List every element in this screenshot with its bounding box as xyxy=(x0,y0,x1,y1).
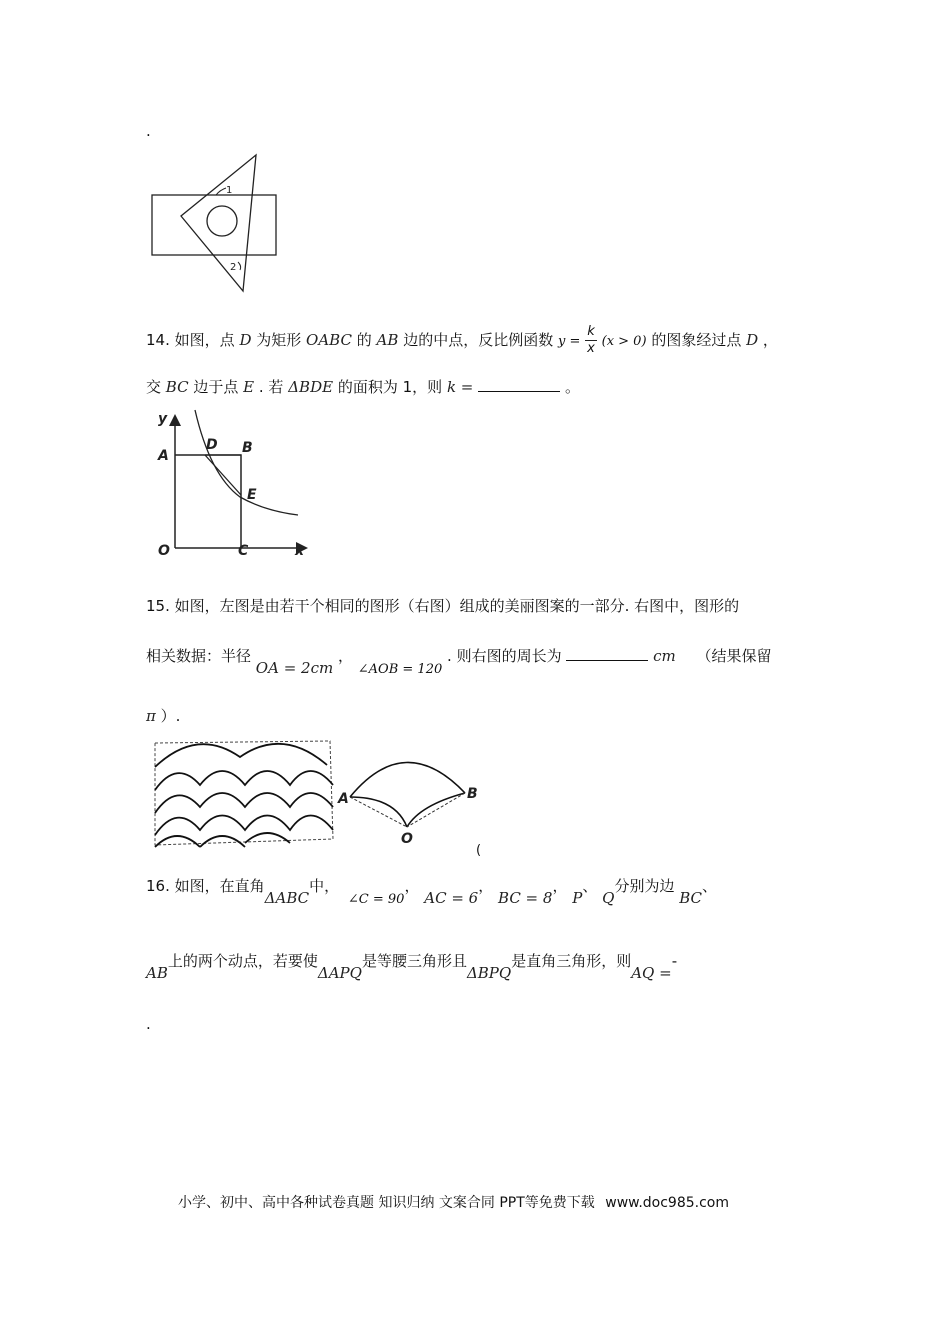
q16-end-dot: . xyxy=(146,1015,151,1033)
q14-end: 。 xyxy=(564,378,580,396)
q16-aq-equals: AQ = xyxy=(631,964,672,982)
q14-point-d2: D xyxy=(746,331,759,349)
q16-text: 如图，在直角 xyxy=(174,877,265,895)
q16-sep: 、 xyxy=(582,877,598,895)
q16-side-ab: AB xyxy=(146,964,168,982)
q14-side-bc: BC xyxy=(165,378,189,396)
q14-y-equals: y = xyxy=(557,334,581,349)
q16-number: 16. xyxy=(146,877,170,895)
q14-label-x: x xyxy=(295,543,305,559)
q15-text: 如图，左图是由若干个相同的图形（右图）组成的美丽图案的一部分. 右图中，图形的 xyxy=(174,597,740,615)
q14-point-d: D xyxy=(239,331,252,349)
q16-sep: ， xyxy=(404,877,420,895)
q16-side-bc: BC xyxy=(679,889,703,907)
q15-stray-paren: ( xyxy=(476,843,482,858)
q14-label-e: E xyxy=(247,487,257,503)
q15-text: （结果保留 xyxy=(696,647,772,665)
svg-text:2: 2 xyxy=(230,262,237,273)
q15-unit: cm xyxy=(653,647,676,665)
q14-number: 14. xyxy=(146,331,170,349)
q14-label-y: y xyxy=(158,411,168,427)
q16-sep: ， xyxy=(478,877,494,895)
q16-text: 中， xyxy=(309,877,340,895)
q16-sep: 、 xyxy=(702,877,718,895)
q16-text: 是等腰三角形且 xyxy=(361,952,467,970)
q13-triangle xyxy=(181,155,256,291)
q14-frac-x: x xyxy=(587,341,595,356)
q14-label-c: C xyxy=(238,543,249,559)
q15-pi: π xyxy=(146,707,156,725)
q13-circle xyxy=(207,206,237,236)
q14-rect-oabc: OABC xyxy=(306,331,352,349)
q13-rectangle xyxy=(152,195,276,255)
q15-number: 15. xyxy=(146,597,170,615)
q16-point-q: Q xyxy=(602,889,615,907)
q16-line1 xyxy=(146,875,718,907)
q14-text: 的面积为 1，则 xyxy=(337,378,443,396)
q15-line2 xyxy=(146,645,772,677)
q14-text: . 若 xyxy=(258,378,284,396)
q14-figure xyxy=(150,405,320,560)
q14-label-a: A xyxy=(158,448,169,464)
q15-text: 相关数据：半径 xyxy=(146,647,252,665)
q14-text: 的 xyxy=(356,331,372,349)
q16-bc: BC = 8 xyxy=(498,889,553,907)
stray-dot: . xyxy=(146,122,151,140)
q16-text: 上的两个动点，若要使 xyxy=(167,952,318,970)
q16-text: 分别为边 xyxy=(614,877,675,895)
q14-segment-de xyxy=(205,455,241,495)
svg-text:1: 1 xyxy=(226,185,233,196)
q14-text: 如图，点 xyxy=(174,331,235,349)
q16-sep: ， xyxy=(552,877,568,895)
q16-ac: AC = 6 xyxy=(424,889,479,907)
q15-label-a: A xyxy=(338,791,349,807)
q14-line1 xyxy=(146,324,778,357)
q15-text: ）. xyxy=(160,707,181,725)
q14-condition: (x > 0) xyxy=(601,334,647,349)
footer-text: 小学、初中、高中各种试卷真题 知识归纳 文案合同 PPT等免费下载 xyxy=(178,1195,595,1211)
q14-fraction xyxy=(585,324,597,357)
q15-sep: ， xyxy=(337,647,353,665)
q14-text: 的图象经过点 xyxy=(651,331,742,349)
q13-figure xyxy=(140,150,290,300)
q15-angle: ∠AOB = 120 xyxy=(357,662,443,677)
q16-text: 是直角三角形，则 xyxy=(511,952,632,970)
q15-line1 xyxy=(146,595,739,616)
q15-figure xyxy=(145,735,495,860)
q14-point-e: E xyxy=(243,378,255,396)
q15-radius-ob xyxy=(407,793,465,827)
q13-angle-2-arc xyxy=(238,262,241,270)
q14-rectangle xyxy=(175,455,241,548)
q16-angle-c: ∠C = 90 xyxy=(347,892,405,907)
q16-triangle-apq: ΔAPQ xyxy=(317,964,362,982)
q13-angle-1-arc xyxy=(216,188,226,195)
q16-line2 xyxy=(146,950,678,982)
q15-label-b: B xyxy=(467,786,478,802)
q15-pattern-arcs xyxy=(155,744,333,847)
q14-side-ab: AB xyxy=(376,331,399,349)
q14-line2 xyxy=(146,376,580,397)
q14-k-equals: k = xyxy=(446,378,474,396)
q14-answer-blank[interactable] xyxy=(478,377,560,392)
q15-radius: OA = 2cm xyxy=(255,659,334,677)
footer-url[interactable]: www.doc985.com xyxy=(605,1195,729,1211)
footer xyxy=(178,1192,729,1212)
q15-line3 xyxy=(146,705,180,726)
q14-label-o: O xyxy=(158,543,170,559)
q14-text: 边的中点，反比例函数 xyxy=(403,331,554,349)
q15-text: . 则右图的周长为 xyxy=(447,647,562,665)
q16-triangle-bpq: ΔBPQ xyxy=(466,964,512,982)
q14-text: 为矩形 xyxy=(256,331,302,349)
q14-text: 交 xyxy=(146,378,162,396)
q15-label-o: O xyxy=(401,831,413,847)
q14-text: 边于点 xyxy=(193,378,239,396)
q15-shape-top-arc xyxy=(350,762,465,797)
q14-frac-k: k xyxy=(585,324,597,341)
q15-answer-blank[interactable] xyxy=(566,646,648,661)
q14-label-d: D xyxy=(206,437,218,453)
q16-point-p: P xyxy=(572,889,583,907)
q14-label-b: B xyxy=(242,440,253,456)
q14-triangle-bde: ΔBDE xyxy=(288,378,334,396)
q16-dash: - xyxy=(671,952,678,970)
q16-triangle-abc: ΔABC xyxy=(264,889,310,907)
q14-comma: ， xyxy=(762,331,778,349)
